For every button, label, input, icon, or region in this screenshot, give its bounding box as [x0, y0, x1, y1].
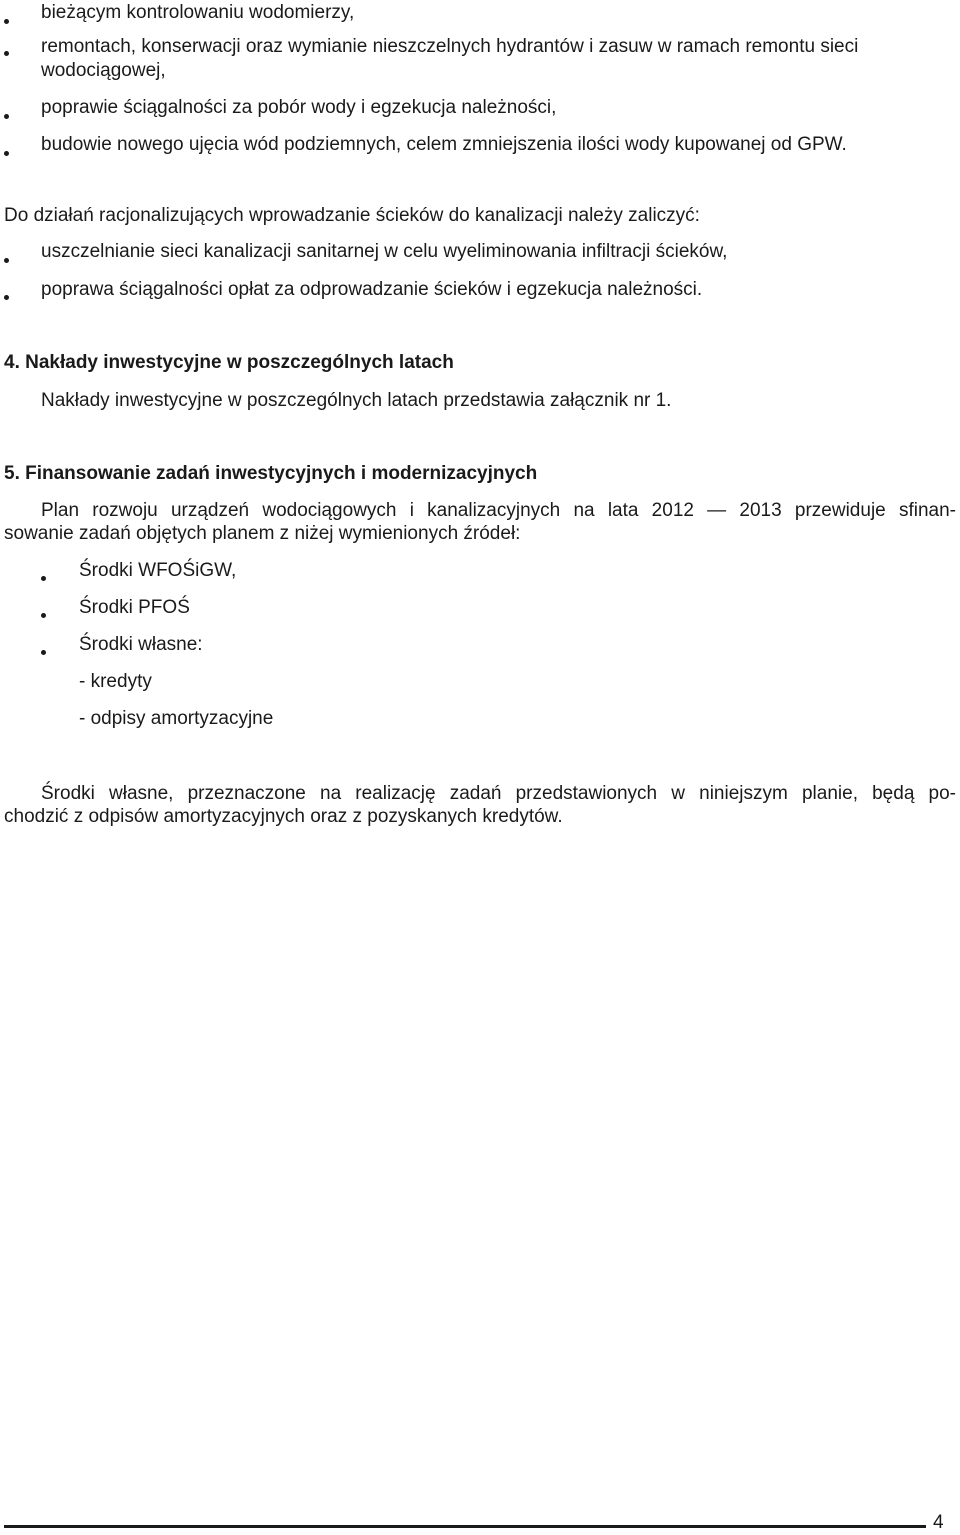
paragraph-sewage-intro: Do działań racjonalizujących wprowadzanie ścieków do kanalizacji należy zaliczyć:	[4, 205, 700, 226]
list-item: uszczelnianie sieci kanalizacji sanitarnej w celu wyeliminowania infiltracji ścieków,	[41, 241, 728, 262]
bullet-icon	[4, 295, 9, 300]
bullet-icon	[4, 51, 9, 56]
bullet-icon	[41, 613, 46, 618]
footer-rule	[4, 1525, 926, 1528]
bullet-icon	[4, 258, 9, 263]
bullet-icon	[41, 576, 46, 581]
list-item: budowie nowego ujęcia wód podziemnych, celem zmniejszenia ilości wody kupowanej od GPW.	[41, 134, 847, 155]
section-5-heading: 5. Finansowanie zadań inwestycyjnych i modernizacyjnych	[4, 463, 538, 484]
section-5-text-line2: sowanie zadań objętych planem z niżej wymienionych źródeł:	[4, 523, 521, 544]
section-5-text-line1: Plan rozwoju urządzeń wodociągowych i kanalizacyjnych na lata 2012 — 2013 przewiduje sfinan-	[41, 500, 956, 521]
list-item: poprawie ściągalności za pobór wody i egzekucja należności,	[41, 97, 557, 118]
bullet-icon	[4, 151, 9, 156]
section-4-text: Nakłady inwestycyjne w poszczególnych latach przedstawia załącznik nr 1.	[41, 390, 672, 411]
list-item: bieżącym kontrolowaniu wodomierzy,	[41, 2, 355, 23]
source-item: Środki własne:	[79, 634, 203, 655]
bullet-icon	[4, 114, 9, 119]
own-source-item: - kredyty	[79, 671, 152, 692]
page-number: 4	[933, 1512, 944, 1533]
bullet-icon	[41, 650, 46, 655]
section-4-heading: 4. Nakłady inwestycyjne w poszczególnych latach	[4, 352, 454, 373]
closing-text-line1: Środki własne, przeznaczone na realizację zadań przedstawionych w niniejszym planie, będą po-	[41, 783, 956, 804]
source-item: Środki WFOŚiGW,	[79, 560, 237, 581]
list-item: remontach, konserwacji oraz wymianie nieszczelnych hydrantów i zasuw w ramach remontu sieci	[41, 36, 859, 57]
closing-text-line2: chodzić z odpisów amortyzacyjnych oraz z pozyskanych kredytów.	[4, 806, 563, 827]
list-item: poprawa ściągalności opłat za odprowadzanie ścieków i egzekucja należności.	[41, 279, 703, 300]
bullet-icon	[4, 19, 9, 24]
source-item: Środki PFOŚ	[79, 597, 190, 618]
list-item-continuation: wodociągowej,	[41, 60, 166, 81]
own-source-item: - odpisy amortyzacyjne	[79, 708, 274, 729]
